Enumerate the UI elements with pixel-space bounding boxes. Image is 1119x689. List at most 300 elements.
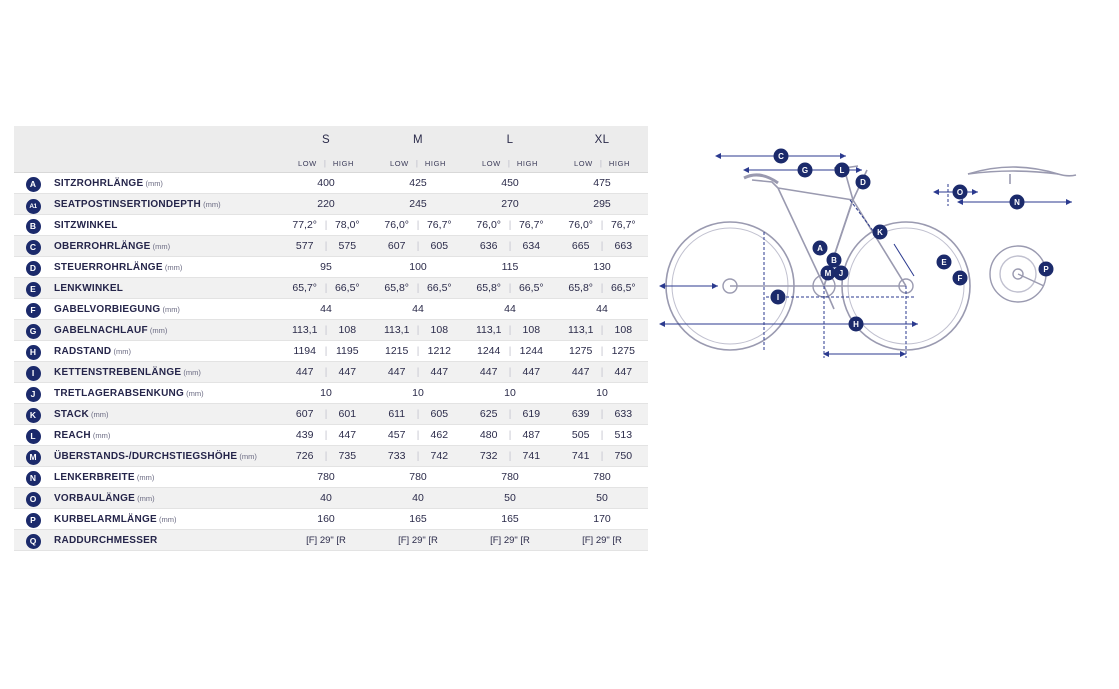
- row-value-cell: [556, 341, 648, 362]
- value-separator: |: [600, 366, 604, 378]
- row-value-cell: [372, 299, 464, 320]
- row-label: VORBAULÄNGE (mm): [52, 488, 280, 509]
- diagram-marker-label-o: O: [956, 188, 964, 197]
- value-high: 78,0°: [334, 219, 360, 231]
- row-value-cell: [280, 320, 372, 341]
- row-value-cell: [556, 404, 648, 425]
- diagram-marker-label-n: N: [1014, 198, 1020, 207]
- diagram-marker-label-j: J: [838, 269, 844, 278]
- row-badge-cell: [14, 299, 52, 320]
- row-value-cell: [556, 530, 648, 551]
- row-value-cell: [556, 488, 648, 509]
- row-badge: G: [26, 324, 41, 339]
- table-row: [14, 467, 648, 488]
- value-single: 115: [501, 261, 519, 273]
- value-single: 44: [596, 303, 608, 315]
- value-low: 1194: [293, 345, 316, 357]
- row-unit: (mm): [181, 367, 201, 377]
- table-row: [14, 194, 648, 215]
- value-high: 447: [614, 366, 633, 378]
- table-row: [14, 404, 648, 425]
- row-badge-cell: [14, 257, 52, 278]
- row-badge-cell: [14, 509, 52, 530]
- row-badge-cell: [14, 173, 52, 194]
- row-badge-cell: [14, 446, 52, 467]
- value-low: 1244: [477, 345, 501, 357]
- row-value-cell: [556, 446, 648, 467]
- row-value-cell: [372, 320, 464, 341]
- value-low: 76,0°: [384, 219, 409, 231]
- row-value-cell: [372, 467, 464, 488]
- diagram-marker-label-b: B: [831, 256, 837, 265]
- value-high: 741: [522, 450, 541, 462]
- value-single: 270: [501, 198, 519, 210]
- value-high: 462: [430, 429, 449, 441]
- row-badge: C: [26, 240, 41, 255]
- row-value-cell: [464, 173, 556, 194]
- value-high: 634: [522, 240, 541, 252]
- table-row: [14, 425, 648, 446]
- row-value-cell: [280, 446, 372, 467]
- bike-geometry-diagram: [648, 126, 1108, 426]
- value-high: 742: [430, 450, 449, 462]
- value-low: 77,2°: [292, 219, 317, 231]
- row-badge-cell: [14, 194, 52, 215]
- table-row: [14, 299, 648, 320]
- row-value-cell: [464, 509, 556, 530]
- value-high: 66,5°: [426, 282, 452, 294]
- diagram-marker-label-f: F: [957, 274, 963, 283]
- value-high: 66,5°: [334, 282, 360, 294]
- row-label: KETTENSTREBENLÄNGE (mm): [52, 362, 280, 383]
- row-value-cell: [372, 341, 464, 362]
- row-value-cell: [464, 467, 556, 488]
- diagram-marker-label-e: E: [941, 258, 947, 267]
- value-wheel: [F] 29" [R: [306, 534, 346, 546]
- row-value-cell: [280, 236, 372, 257]
- subheader-m-low: LOW: [389, 158, 409, 168]
- row-value-cell: [464, 278, 556, 299]
- row-label: KURBELARMLÄNGE (mm): [52, 509, 280, 530]
- value-low: 1215: [385, 345, 409, 357]
- table-row: [14, 215, 648, 236]
- row-value-cell: [280, 404, 372, 425]
- value-separator: |: [324, 450, 328, 462]
- row-badge-cell: [14, 488, 52, 509]
- row-value-cell: [280, 173, 372, 194]
- row-badge: E: [26, 282, 41, 297]
- row-value-cell: [556, 383, 648, 404]
- row-value-cell: [280, 425, 372, 446]
- value-low: 733: [387, 450, 406, 462]
- header-size-s: S: [280, 126, 372, 154]
- value-low: 480: [479, 429, 498, 441]
- row-label: STACK (mm): [52, 404, 280, 425]
- value-separator: |: [600, 219, 604, 231]
- value-single: 44: [504, 303, 516, 315]
- row-value-cell: [372, 215, 464, 236]
- row-label: OBERROHRLÄNGE (mm): [52, 236, 280, 257]
- geometry-table-body: [14, 173, 648, 551]
- value-separator: |: [416, 429, 420, 441]
- value-single: 50: [504, 492, 516, 504]
- row-unit: (mm): [147, 325, 168, 335]
- value-high: 1212: [427, 345, 451, 357]
- value-separator: |: [508, 366, 512, 378]
- value-low: 639: [571, 408, 590, 420]
- subheader-xl: LOW | HIGH: [556, 154, 648, 173]
- value-high: 66,5°: [610, 282, 636, 294]
- row-value-cell: [556, 173, 648, 194]
- row-label: LENKERBREITE (mm): [52, 467, 280, 488]
- row-label: LENKWINKEL: [52, 278, 280, 299]
- table-row: [14, 509, 648, 530]
- subheader-s-high: HIGH: [332, 158, 355, 168]
- value-low: 439: [295, 429, 314, 441]
- row-badge-cell: [14, 467, 52, 488]
- value-low: 611: [388, 408, 406, 420]
- subheader-xl-high: HIGH: [608, 158, 631, 168]
- row-value-cell: [556, 215, 648, 236]
- row-value-cell: [280, 299, 372, 320]
- row-unit: (mm): [156, 514, 177, 524]
- row-value-cell: [372, 404, 464, 425]
- value-single: 10: [412, 387, 424, 399]
- header-size-m: M: [372, 126, 464, 154]
- value-single: 10: [504, 387, 516, 399]
- subheader-l-low: LOW: [481, 158, 501, 168]
- geometry-table: [14, 126, 648, 551]
- value-single: 780: [501, 471, 519, 483]
- header-spacer-badge: [14, 126, 52, 154]
- value-low: 741: [571, 450, 590, 462]
- value-separator: |: [416, 240, 420, 252]
- row-value-cell: [280, 362, 372, 383]
- value-high: 76,7°: [518, 219, 544, 231]
- row-value-cell: [464, 320, 556, 341]
- subheader-spacer-label: [52, 154, 280, 173]
- diagram-marker-label-k: K: [877, 228, 883, 237]
- value-separator: |: [600, 429, 604, 441]
- row-unit: (mm): [134, 472, 155, 482]
- row-value-cell: [556, 299, 648, 320]
- value-high: 633: [614, 408, 633, 420]
- row-value-cell: [280, 215, 372, 236]
- row-label: GABELVORBIEGUNG (mm): [52, 299, 280, 320]
- value-high: 447: [430, 366, 449, 378]
- row-badge: I: [26, 366, 41, 381]
- value-separator: |: [600, 450, 604, 462]
- row-value-cell: [372, 362, 464, 383]
- table-row: [14, 530, 648, 551]
- row-value-cell: [556, 257, 648, 278]
- value-high: 108: [522, 324, 541, 336]
- value-low: 457: [387, 429, 406, 441]
- row-value-cell: [280, 488, 372, 509]
- value-single: 50: [596, 492, 608, 504]
- value-separator: |: [600, 240, 604, 252]
- row-label: TRETLAGERABSENKUNG (mm): [52, 383, 280, 404]
- row-value-cell: [372, 509, 464, 530]
- subheader-l-high: HIGH: [516, 158, 539, 168]
- value-high: 735: [338, 450, 357, 462]
- row-badge-cell: [14, 341, 52, 362]
- value-single: 475: [593, 177, 611, 189]
- value-low: 76,0°: [476, 219, 501, 231]
- header-size-l: L: [464, 126, 556, 154]
- value-low: 607: [387, 240, 406, 252]
- row-value-cell: [464, 488, 556, 509]
- row-value-cell: [556, 194, 648, 215]
- header-spacer-label: [52, 126, 280, 154]
- row-badge: P: [26, 513, 41, 528]
- row-label: RADSTAND (mm): [52, 341, 280, 362]
- value-low: 65,8°: [568, 282, 593, 294]
- value-high: 108: [338, 324, 357, 336]
- value-single: 100: [409, 261, 427, 273]
- row-value-cell: [372, 257, 464, 278]
- row-value-cell: [280, 509, 372, 530]
- value-separator: |: [508, 282, 512, 294]
- value-low: 447: [295, 366, 314, 378]
- value-high: 513: [614, 429, 633, 441]
- table-header-lowhigh: [14, 154, 648, 173]
- value-high: 108: [430, 324, 449, 336]
- row-label: ÜBERSTANDS-/DURCHSTIEGSHÖHE (mm): [52, 446, 280, 467]
- value-single: 780: [593, 471, 611, 483]
- value-low: 607: [295, 408, 314, 420]
- value-single: 95: [320, 261, 332, 273]
- row-badge: D: [26, 261, 41, 276]
- row-badge-cell: [14, 383, 52, 404]
- value-high: 601: [338, 408, 357, 420]
- table-row: [14, 236, 648, 257]
- row-value-cell: [280, 278, 372, 299]
- value-separator: |: [416, 345, 420, 357]
- crankset-diagram: [990, 246, 1046, 302]
- row-value-cell: [464, 194, 556, 215]
- diagram-marker-group: [771, 149, 1054, 332]
- diagram-marker-label-l: L: [839, 166, 845, 175]
- row-value-cell: [464, 425, 556, 446]
- diagram-marker-label-c: C: [778, 152, 784, 161]
- value-high: 1195: [336, 345, 359, 357]
- row-value-cell: [372, 488, 464, 509]
- subheader-spacer-badge: [14, 154, 52, 173]
- value-low: 65,8°: [384, 282, 409, 294]
- row-value-cell: [280, 194, 372, 215]
- value-separator: |: [324, 408, 328, 420]
- value-single: 10: [596, 387, 608, 399]
- value-separator: |: [600, 282, 604, 294]
- diagram-marker-label-m: M: [824, 269, 832, 278]
- table-row: [14, 362, 648, 383]
- value-separator: |: [508, 450, 512, 462]
- row-label: STEUERROHRLÄNGE (mm): [52, 257, 280, 278]
- row-unit: (mm): [143, 178, 163, 188]
- value-low: 636: [479, 240, 498, 252]
- row-unit: (mm): [160, 304, 180, 314]
- row-unit: (mm): [150, 241, 171, 251]
- row-badge: B: [26, 219, 41, 234]
- row-badge: F: [26, 303, 41, 318]
- value-single: 44: [320, 303, 332, 315]
- value-low: 447: [571, 366, 590, 378]
- value-separator: |: [508, 324, 512, 336]
- table-row: [14, 278, 648, 299]
- diagram-marker-label-i: I: [776, 293, 780, 302]
- value-low: 65,7°: [292, 282, 317, 294]
- row-unit: (mm): [162, 262, 183, 272]
- value-high: 1244: [519, 345, 543, 357]
- value-low: 113,1: [291, 324, 318, 336]
- row-value-cell: [464, 446, 556, 467]
- value-low: 113,1: [567, 324, 594, 336]
- value-single: 160: [317, 513, 335, 525]
- value-high: 605: [430, 408, 449, 420]
- row-badge: L: [26, 429, 41, 444]
- value-low: 726: [295, 450, 314, 462]
- row-value-cell: [464, 215, 556, 236]
- value-single: 40: [320, 492, 332, 504]
- row-badge: A: [26, 177, 41, 192]
- row-value-cell: [372, 446, 464, 467]
- row-value-cell: [280, 467, 372, 488]
- row-label: GABELNACHLAUF (mm): [52, 320, 280, 341]
- value-low: 1275: [569, 345, 593, 357]
- row-badge: O: [26, 492, 41, 507]
- row-value-cell: [556, 509, 648, 530]
- value-separator: |: [416, 219, 420, 231]
- value-separator: |: [416, 282, 420, 294]
- row-label: REACH (mm): [52, 425, 280, 446]
- row-value-cell: [280, 341, 372, 362]
- value-low: 76,0°: [568, 219, 593, 231]
- row-value-cell: [372, 173, 464, 194]
- subheader-s-low: LOW: [297, 158, 317, 168]
- row-value-cell: [464, 299, 556, 320]
- value-high: 76,7°: [610, 219, 636, 231]
- value-separator: |: [508, 429, 512, 441]
- table-row: [14, 446, 648, 467]
- geometry-table-grid: [14, 126, 648, 551]
- value-separator: |: [508, 345, 512, 357]
- value-separator: |: [416, 450, 420, 462]
- value-high: 447: [522, 366, 541, 378]
- row-unit: (mm): [201, 199, 221, 209]
- table-row: [14, 488, 648, 509]
- row-value-cell: [372, 278, 464, 299]
- row-value-cell: [556, 236, 648, 257]
- subheader-m: LOW | HIGH: [372, 154, 464, 173]
- value-low: 113,1: [383, 324, 410, 336]
- value-low: 65,8°: [476, 282, 501, 294]
- table-row: [14, 173, 648, 194]
- row-value-cell: [556, 362, 648, 383]
- value-wheel: [F] 29" [R: [398, 534, 438, 546]
- value-low: 732: [479, 450, 498, 462]
- value-separator: |: [416, 366, 420, 378]
- value-low: 447: [387, 366, 406, 378]
- subheader-m-high: HIGH: [424, 158, 447, 168]
- value-high: 487: [522, 429, 541, 441]
- value-high: 447: [338, 366, 357, 378]
- value-separator: |: [600, 324, 604, 336]
- row-value-cell: [464, 257, 556, 278]
- row-badge-cell: [14, 215, 52, 236]
- value-separator: |: [508, 219, 512, 231]
- value-high: 76,7°: [426, 219, 452, 231]
- bike-outline: [666, 166, 970, 350]
- value-single: 450: [501, 177, 519, 189]
- handlebar-diagram: [968, 167, 1076, 184]
- value-separator: |: [324, 429, 328, 441]
- row-value-cell: [280, 383, 372, 404]
- row-value-cell: [464, 362, 556, 383]
- row-label: SEATPOSTINSERTIONDEPTH (mm): [52, 194, 280, 215]
- row-label: RADDURCHMESSER: [52, 530, 280, 551]
- value-single: 780: [317, 471, 335, 483]
- row-badge: H: [26, 345, 41, 360]
- value-single: 165: [409, 513, 427, 525]
- row-value-cell: [372, 383, 464, 404]
- value-separator: |: [324, 324, 328, 336]
- table-row: [14, 257, 648, 278]
- subheader-s: LOW | HIGH: [280, 154, 372, 173]
- value-separator: |: [324, 240, 328, 252]
- row-value-cell: [464, 383, 556, 404]
- value-single: 165: [501, 513, 519, 525]
- value-single: 295: [593, 198, 611, 210]
- row-unit: (mm): [135, 493, 155, 503]
- table-row: [14, 383, 648, 404]
- row-value-cell: [556, 320, 648, 341]
- row-unit: (mm): [184, 388, 204, 398]
- value-high: 66,5°: [518, 282, 544, 294]
- value-separator: |: [324, 219, 328, 231]
- value-low: 505: [571, 429, 590, 441]
- row-badge-cell: [14, 236, 52, 257]
- row-unit: (mm): [111, 346, 131, 356]
- value-low: 625: [479, 408, 498, 420]
- value-single: 780: [409, 471, 427, 483]
- row-value-cell: [464, 530, 556, 551]
- value-high: 619: [522, 408, 541, 420]
- value-separator: |: [324, 345, 328, 357]
- row-label: SITZROHRLÄNGE (mm): [52, 173, 280, 194]
- row-badge-cell: [14, 425, 52, 446]
- value-single: 10: [320, 387, 332, 399]
- row-badge-cell: [14, 278, 52, 299]
- diagram-marker-label-h: H: [853, 320, 859, 329]
- subheader-xl-low: LOW: [573, 158, 593, 168]
- table-row: [14, 320, 648, 341]
- value-low: 447: [479, 366, 498, 378]
- value-single: 44: [412, 303, 424, 315]
- value-low: 665: [571, 240, 590, 252]
- row-unit: (mm): [237, 451, 257, 461]
- row-value-cell: [372, 236, 464, 257]
- row-value-cell: [372, 194, 464, 215]
- row-badge-cell: [14, 362, 52, 383]
- value-separator: |: [416, 324, 420, 336]
- row-value-cell: [464, 341, 556, 362]
- subheader-l: LOW | HIGH: [464, 154, 556, 173]
- value-separator: |: [508, 408, 512, 420]
- value-separator: |: [600, 345, 604, 357]
- row-value-cell: [280, 257, 372, 278]
- row-badge: M: [26, 450, 41, 465]
